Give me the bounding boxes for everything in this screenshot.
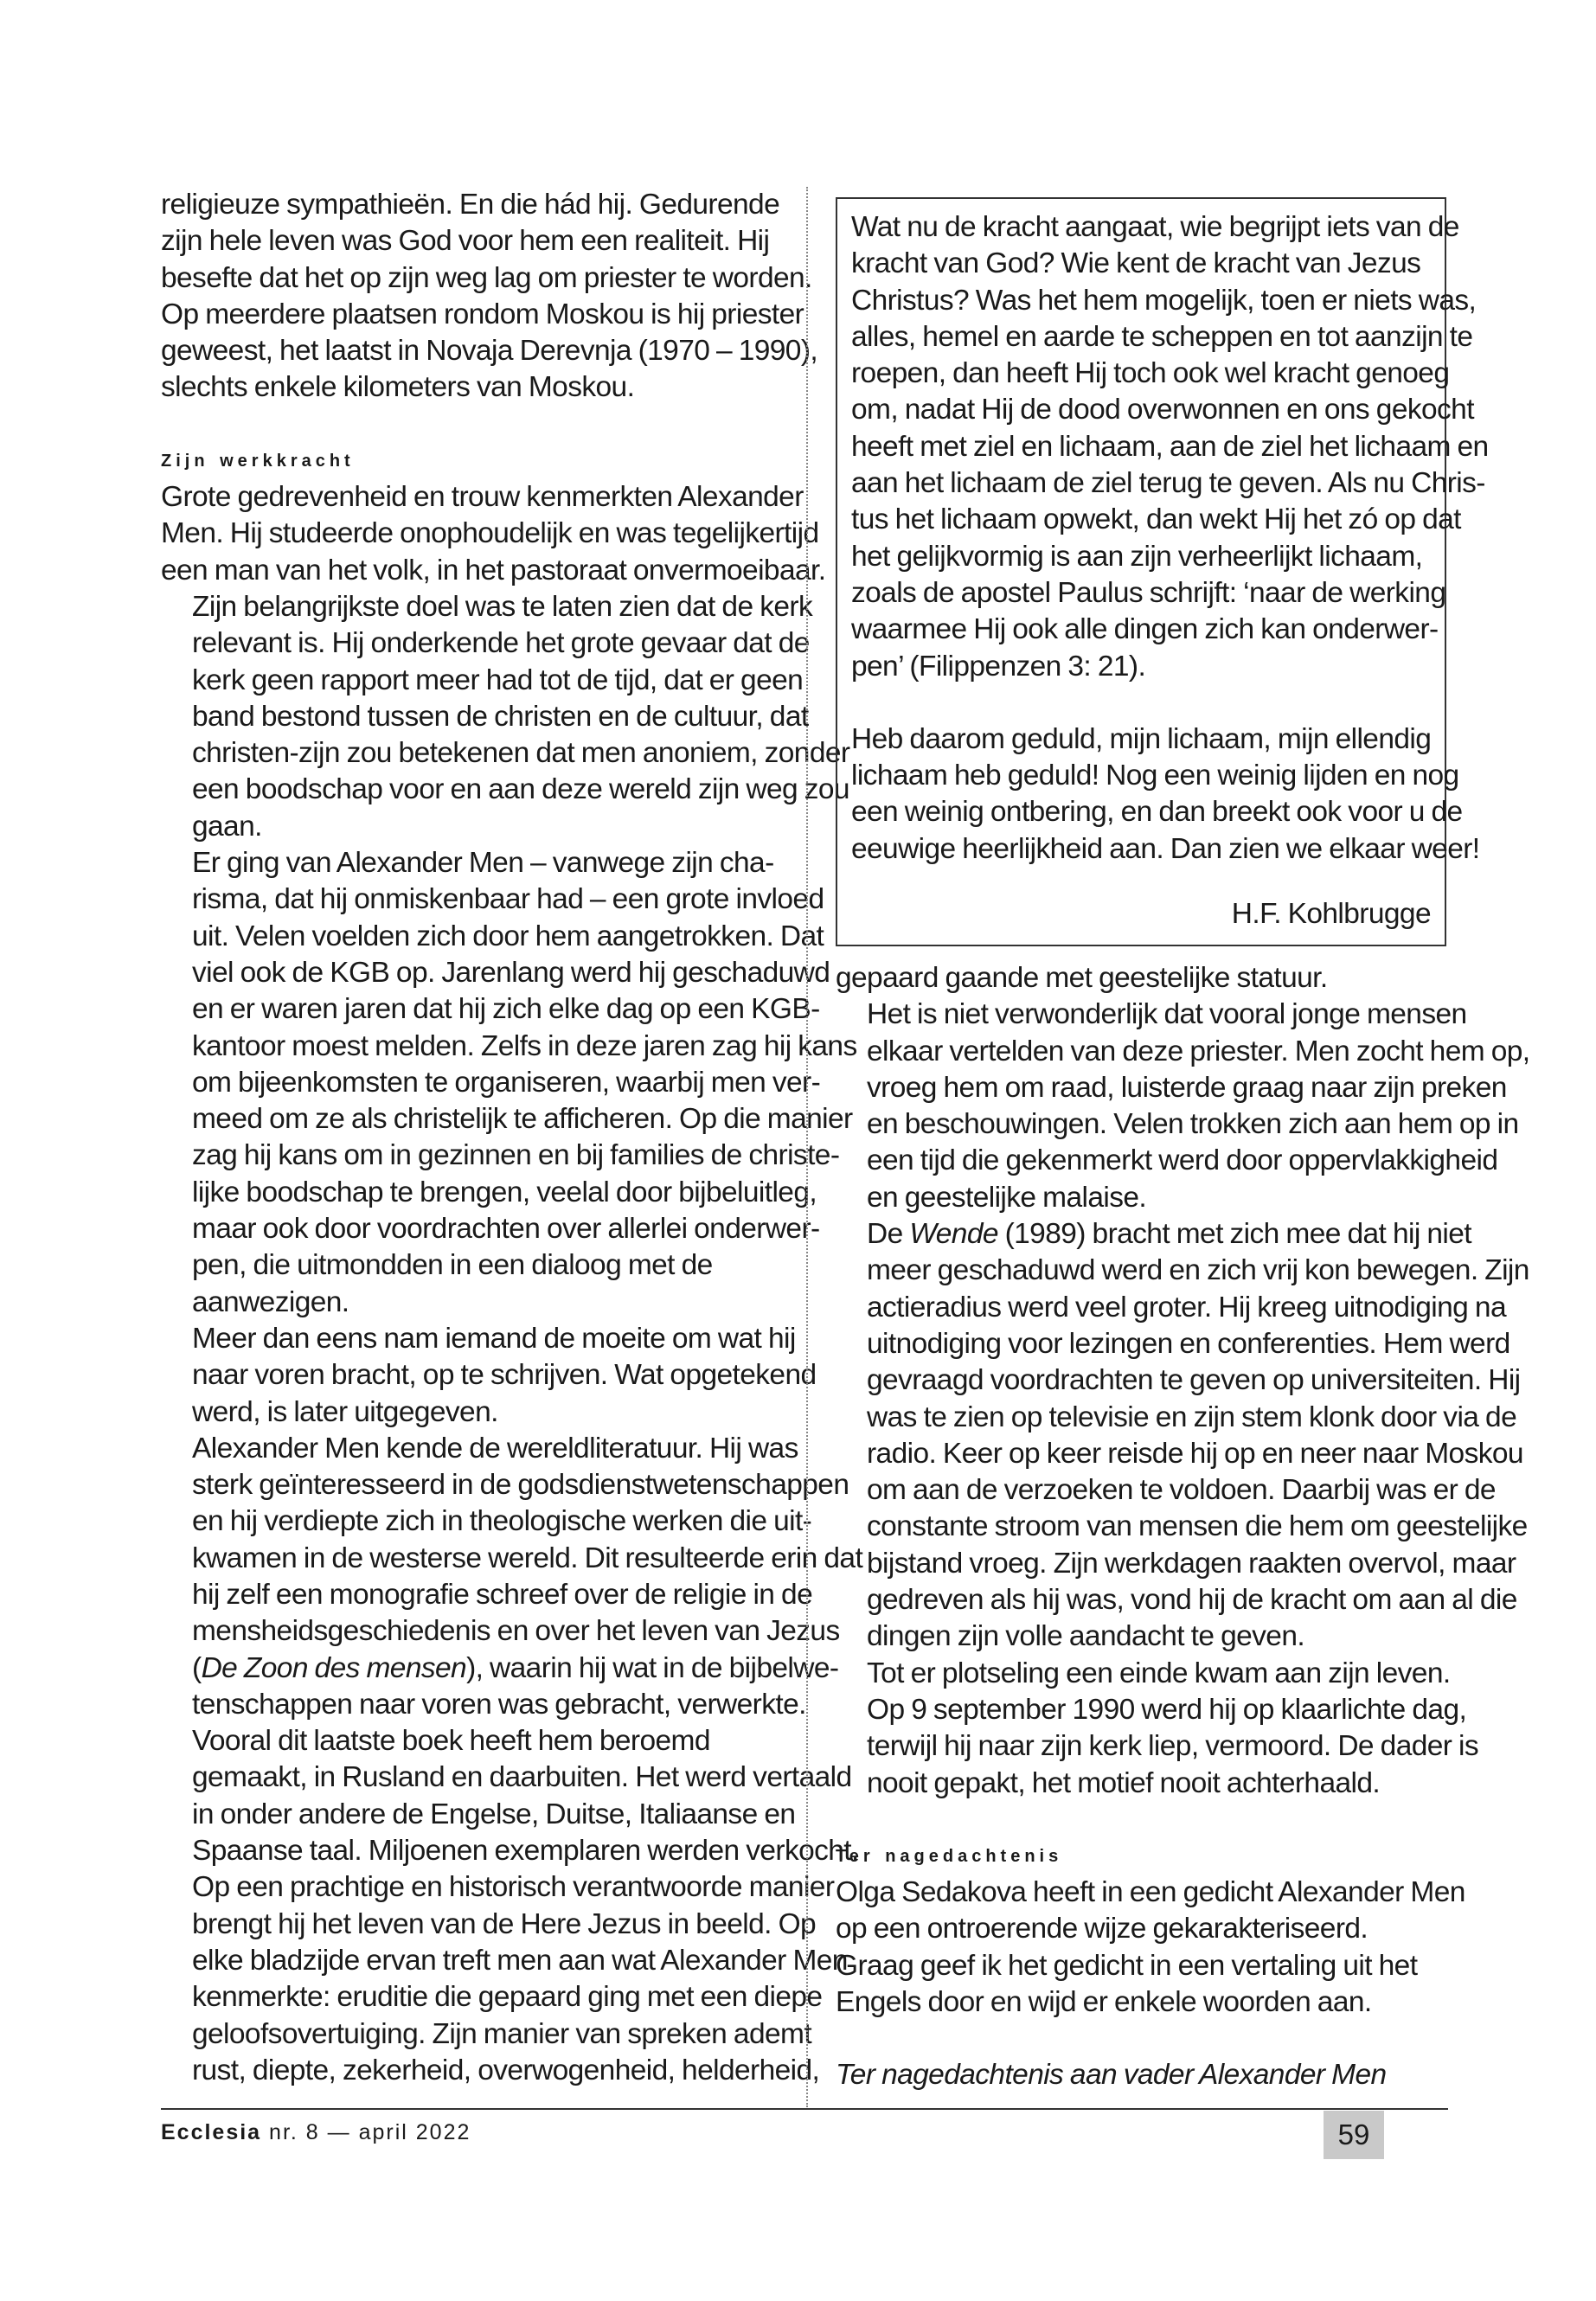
left-column bbox=[161, 187, 863, 2089]
right-column bbox=[836, 960, 1530, 2094]
body-paragraph: Alexander Men kende de wereldliteratuur. Hij was sterk geïnteresseerd in de godsdienstwetenschappen en hij verdiepte zich in theologische werken die uit- kwamen in de westerse wereld. Dit resulteerde erin dat hij zelf een monografie schreef over de religie in de mensheidsgeschiedenis en over het leven van Jezus (De Zoon des mensen), waarin hij wat in de bijbelwe- tenschappen naar voren was gebracht, verwerkte. bbox=[192, 1432, 863, 1721]
magazine-name: Ecclesia bbox=[161, 2120, 262, 2144]
poem-title: Ter nagedachtenis aan vader Alexander Men bbox=[836, 2059, 1387, 2092]
quote-author: H.F. Kohlbrugge bbox=[1231, 898, 1431, 930]
footer-magazine-info bbox=[161, 2115, 471, 2150]
body-paragraph: Zijn belangrijkste doel was te laten zien dat de kerk relevant is. Hij onderkende het grote gevaar dat de kerk geen rapport meer had tot de tijd, dat er geen band bestond tussen de christen en de cultuur, dat christen-zijn zou betekenen dat men anoniem, zonder een boodschap voor en aan deze wereld zijn weg zou gaan. bbox=[192, 590, 850, 843]
wende-term: Wende bbox=[909, 1218, 998, 1251]
quote-paragraph: Heb daarom geduld, mijn lichaam, mijn ellendig lichaam heb geduld! Nog een weinig lijden en nog een weinig ontbering, en dan breekt ook voor u de eeuwige heerlijkheid aan. Dan zien we elkaar weer! bbox=[851, 722, 1480, 865]
column-divider bbox=[806, 187, 808, 2107]
footer-rule bbox=[161, 2108, 1448, 2110]
page-number: 59 bbox=[1324, 2111, 1384, 2159]
quote-box bbox=[836, 197, 1489, 946]
section-heading-nagedachtenis: Ter nagedachtenis bbox=[836, 1846, 1063, 1866]
issue-info: nr. 8 — april 2022 bbox=[269, 2120, 471, 2144]
intro-paragraph: religieuze sympathieën. En die hád hij. Gedurende zijn hele leven was God voor hem een realiteit. Hij besefte dat het op zijn weg lag om priester te worden. Op meerdere plaatsen rondom Moskou is hij priester geweest, het laatst in Novaja Derevnja (1970 – 1990), slechts enkele kilometers van Moskou. bbox=[161, 189, 818, 404]
body-paragraph: Grote gedrevenheid en trouw kenmerkten Alexander Men. Hij studeerde onophoudelijk en was tegelijkertijd een man van het volk, in het pastoraat onvermoeibaar. bbox=[161, 481, 826, 586]
body-paragraph: Olga Sedakova heeft in een gedicht Alexander Men op een ontroerende wijze gekarakteriseerd. Graag geef ik het gedicht in een vertaling uit het Engels door en wijd er enkele woorden aan. bbox=[836, 1876, 1465, 2019]
body-paragraph: Tot er plotseling een einde kwam aan zijn leven. Op 9 september 1990 werd hij op klaarlichte dag, terwijl hij naar zijn kerk liep, vermoord. De dader is nooit gepakt, het motief nooit achterhaald. bbox=[867, 1657, 1479, 1799]
body-paragraph: De Wende (1989) bracht met zich mee dat hij niet meer geschaduwd werd en zich vrij kon bewegen. Zijn actieradius werd veel groter. Hij kreeg uitnodiging na uitnodiging voor lezingen en conferenties. Hem werd gevraagd voordrachten te geven op universiteiten. Hij was te zien op televisie en zijn stem klonk door via de radio. Keer op keer reisde hij op en neer naar Moskou om aan de verzoeken te voldoen. Daarbij was er de constante stroom van mensen die hem om geestelijke bijstand vroeg. Zijn werkdagen raakten overvol, maar gedreven als hij was, vond hij de kracht om aan al die dingen zijn volle aandacht te geven. bbox=[867, 1218, 1529, 1653]
body-paragraph: Er ging van Alexander Men – vanwege zijn cha- risma, dat hij onmiskenbaar had – een grote invloed uit. Velen voelden zich door hem aangetrokken. Dat viel ook de KGB op. Jarenlang werd hij geschaduwd en er waren jaren dat hij zich elke dag op een KGB- kantoor moest melden. Zelfs in deze jaren zag hij kans om bijeenkomsten te organiseren, waarbij men ver- meed om ze als christelijk te afficheren. Op die manier zag hij kans om in gezinnen en bij families de christe- lijke boodschap te brengen, veelal door bijbeluitleg, maar ook door voordrachten over allerlei onderwer- pen, die uitmondden in een dialoog met de aanwezigen. bbox=[192, 847, 857, 1318]
body-paragraph: Vooral dit laatste boek heeft hem beroemd gemaakt, in Rusland en daarbuiten. Het werd vertaald in onder andere de Engelse, Duitse, Italiaanse en Spaanse taal. Miljoenen exemplaren werden verkocht. Op een prachtige en historisch verantwoorde manier brengt hij het leven van de Here Jezus in beeld. Op elke bladzijde ervan treft men aan wat Alexander Men kenmerkte: eruditie die gepaard ging met een diepe geloofsovertuiging. Zijn manier van spreken ademt rust, diepte, zekerheid, overwogenheid, helderheid, bbox=[192, 1725, 859, 2086]
body-paragraph: Meer dan eens nam iemand de moeite om wat hij naar voren bracht, op te schrijven. Wat opgetekend werd, is later uitgegeven. bbox=[192, 1322, 817, 1428]
body-paragraph: Het is niet verwonderlijk dat vooral jonge mensen elkaar vertelden van deze priester. Men zocht hem op, vroeg hem om raad, luisterde graag naar zijn preken en beschouwingen. Velen trokken zich aan hem op in een tijd die gekenmerkt werd door oppervlakkigheid en geestelijke malaise. bbox=[867, 998, 1530, 1214]
section-heading-werkkracht: Zijn werkkracht bbox=[161, 451, 355, 471]
book-title: De Zoon des mensen bbox=[201, 1651, 467, 1684]
body-paragraph: gepaard gaande met geestelijke statuur. bbox=[836, 962, 1328, 994]
quote-paragraph: Wat nu de kracht aangaat, wie begrijpt iets van de kracht van God? Wie kent de kracht van Jezus Christus? Was het hem mogelijk, toen er niets was, alles, hemel en aarde te scheppen en tot aanzijn te roepen, dan heeft Hij toch ook wel kracht genoeg om, nadat Hij de dood overwonnen en ons gekocht heeft met ziel en lichaam, aan de ziel het lichaam en aan het lichaam de ziel terug te geven. Als nu Chris- tus het lichaam opwekt, dan wekt Hij het zó op dat het gelijkvormig is aan zijn verheerlijkt lichaam, zoals de apostel Paulus schrijft: ‘naar de werking waarmee Hij ook alle dingen zich kan onderwer- pen’ (Filippenzen 3: 21). bbox=[851, 211, 1489, 683]
